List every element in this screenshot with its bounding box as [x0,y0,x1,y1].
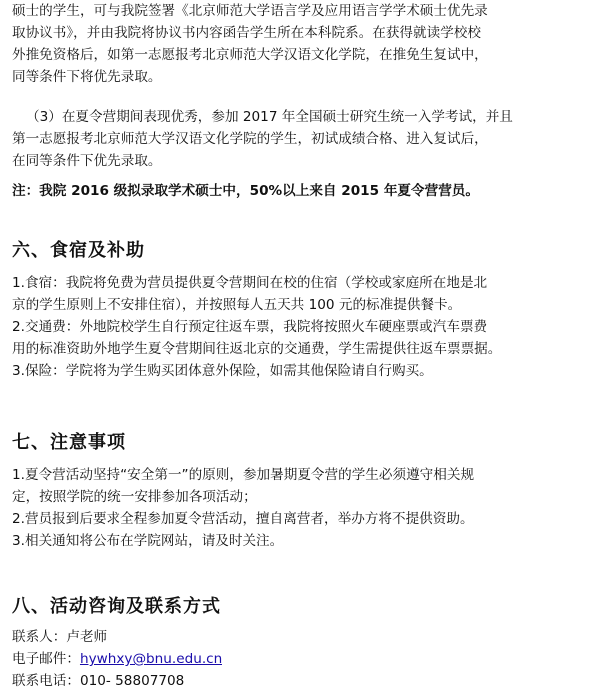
section7-body [12,464,474,552]
phone-number: 010- 58807708 [79,673,185,689]
section5-item3 [12,106,513,172]
phone-line [12,670,222,692]
contact-person-name: 卢老师 [66,629,108,645]
text-line: 外推免资格后，如第一志愿报考北京师范大学汉语文化学院，在推免生复试中， [12,47,488,63]
section7-title: 七、注意事项 [12,432,126,453]
section8-title: 八、活动咨询及联系方式 [12,596,221,617]
text-line: 定，按照学院的统一安排参加各项活动； [12,489,257,505]
text-line: 1.夏令营活动坚持“安全第一”的原则，参加暑期夏令营的学生必须遵守相关规 [12,467,475,483]
text-line: 第一志愿报考北京师范大学汉语文化学院的学生，初试成绩合格、进入复试后， [12,131,488,147]
enrollment-note: 注：我院 2016 级拟录取学术硕士中，50%以上来自 2015 年夏令营营员。 [12,183,479,199]
section6-title: 六、食宿及补助 [12,240,145,261]
contact-person-line [12,626,222,648]
text-line: 在同等条件下优先录取。 [12,153,162,169]
text-line: 1.食宿：我院将免费为营员提供夏令营期间在校的住宿（学校或家庭所在地是北 [12,275,488,291]
text-line: 2.营员报到后要求全程参加夏令营活动，擅自离营者，举办方将不提供资助。 [12,511,474,527]
text-line: 2.交通费：外地院校学生自行预定往返车票，我院将按照火车硬座票或汽车票费 [12,319,488,335]
email-link[interactable]: hywhxy@bnu.edu.cn [79,651,223,667]
text-line: 3.保险：学院将为学生购买团体意外保险，如需其他保险请自行购买。 [12,363,433,379]
text-line: 取协议书》，并由我院将协议书内容函告学生所在本科院系。在获得就读学校校 [12,25,481,41]
contact-person-label: 联系人： [12,629,67,645]
contact-info [12,626,222,692]
email-label: 电子邮件： [12,651,80,667]
section6-body [12,272,501,382]
email-line [12,648,222,670]
text-line: （3）在夏令营期间表现优秀，参加 2017 年全国硕士研究生统一入学考试，并且 [26,109,513,125]
text-line: 用的标准资助外地学生夏令营期间往返北京的交通费，学生需提供往返车票票据。 [12,341,502,357]
text-line: 硕士的学生，可与我院签署《北京师范大学语言学及应用语言学学术硕士优先录 [12,3,488,19]
phone-label: 联系电话： [12,673,80,689]
section5-paragraph [12,0,488,88]
text-line: 3.相关通知将公布在学院网站，请及时关注。 [12,533,284,549]
text-line: 京的学生原则上不安排住宿），并按照每人五天共 100 元的标准提供餐卡。 [12,297,462,313]
text-line: 同等条件下将优先录取。 [12,69,162,85]
